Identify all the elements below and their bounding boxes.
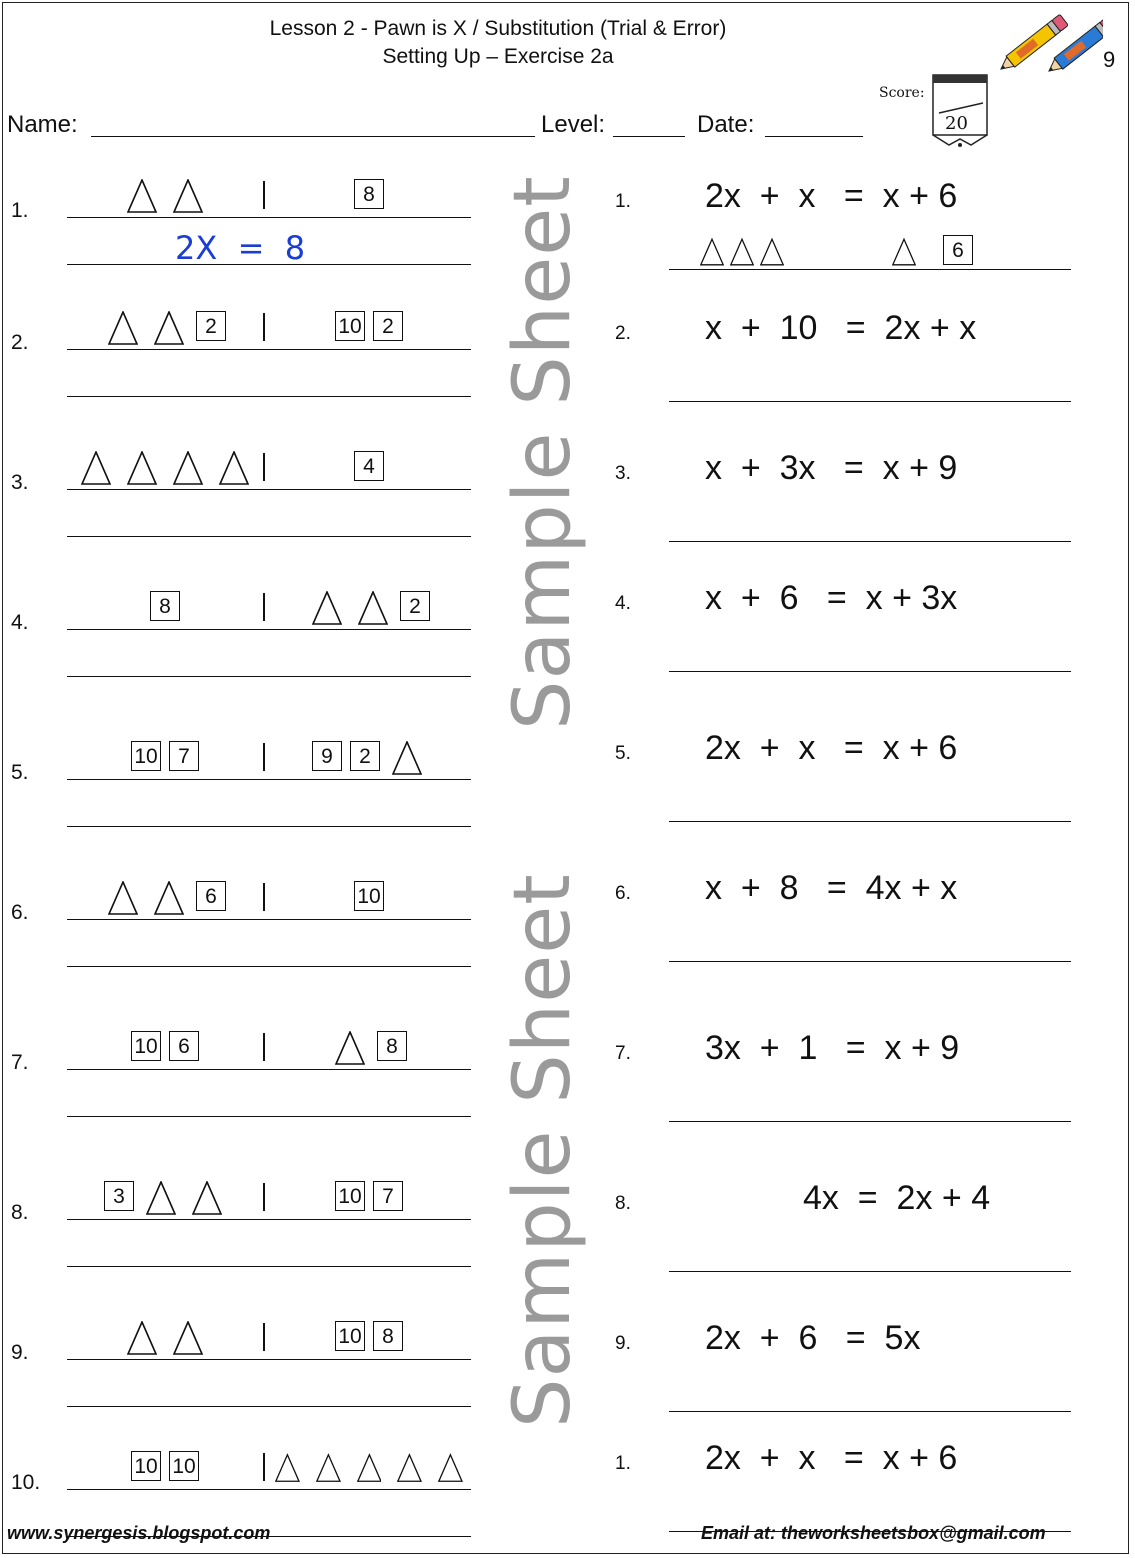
problem-number: 8. bbox=[11, 1201, 29, 1224]
right-pan-tokens bbox=[267, 735, 471, 775]
pawn-triangle-icon bbox=[192, 1181, 222, 1215]
pawn-triangle-icon bbox=[275, 1451, 300, 1485]
balance-divider bbox=[263, 313, 265, 341]
right-pan-tokens bbox=[267, 173, 471, 213]
score-box bbox=[931, 73, 989, 149]
pawn-triangle-icon bbox=[397, 1451, 422, 1485]
answer-line[interactable] bbox=[67, 966, 471, 967]
left-pan-tokens bbox=[67, 875, 263, 915]
problem-number: 1. bbox=[615, 191, 631, 212]
answer-line[interactable] bbox=[67, 1116, 471, 1117]
left-pan-tokens bbox=[67, 1175, 263, 1215]
number-box: 2 bbox=[196, 311, 226, 341]
balance-divider bbox=[263, 1453, 265, 1481]
answer-line[interactable] bbox=[67, 826, 471, 827]
pawn-triangle-icon bbox=[127, 451, 157, 485]
worksheet-page bbox=[2, 2, 1129, 1554]
pawn-triangle-icon bbox=[81, 451, 111, 485]
equation-text: 2x + 6 = 5x bbox=[705, 1319, 921, 1357]
number-box: 2 bbox=[373, 311, 403, 341]
pawn-triangle-icon bbox=[700, 235, 724, 269]
equation-text: 3x + 1 = x + 9 bbox=[705, 1029, 960, 1067]
right-pan-tokens bbox=[267, 1025, 471, 1065]
problem-number: 5. bbox=[615, 743, 631, 764]
number-box: 2 bbox=[350, 741, 380, 771]
left-pan-tokens bbox=[67, 1025, 263, 1065]
pawn-triangle-icon bbox=[154, 881, 184, 915]
balance-line bbox=[67, 1489, 471, 1490]
level-label: Level: bbox=[541, 111, 606, 138]
left-pan-tokens bbox=[67, 173, 263, 213]
left-pan-tokens bbox=[67, 585, 263, 625]
problem-number: 1. bbox=[11, 199, 29, 222]
problem-number: 3. bbox=[615, 463, 631, 484]
left-pan-tokens bbox=[67, 1315, 263, 1355]
number-box: 9 bbox=[312, 741, 342, 771]
answer-line[interactable] bbox=[669, 961, 1071, 962]
right-pan-tokens bbox=[267, 445, 471, 485]
problem-number: 9. bbox=[11, 1341, 29, 1364]
answer-line[interactable] bbox=[67, 396, 471, 397]
sample-sheet-watermark: Sample Sheet bbox=[498, 175, 588, 730]
answer-line[interactable] bbox=[669, 401, 1071, 402]
balance-line bbox=[67, 349, 471, 350]
pawn-triangle-icon bbox=[173, 1321, 203, 1355]
pawn-triangle-icon bbox=[760, 235, 784, 269]
number-box: 10 bbox=[335, 1321, 365, 1351]
balance-divider bbox=[263, 593, 265, 621]
problem-number: 5. bbox=[11, 761, 29, 784]
date-field[interactable] bbox=[765, 136, 863, 137]
problem-number: 7. bbox=[615, 1043, 631, 1064]
balance-line bbox=[67, 919, 471, 920]
level-field[interactable] bbox=[613, 136, 685, 137]
pawn-triangle-icon bbox=[127, 179, 157, 213]
answer-line[interactable] bbox=[669, 671, 1071, 672]
right-pan-tokens bbox=[267, 585, 471, 625]
number-box: 7 bbox=[373, 1181, 403, 1211]
balance-line bbox=[67, 217, 471, 218]
example-left-tokens bbox=[697, 229, 787, 269]
date-label: Date: bbox=[697, 111, 755, 138]
answer-line[interactable] bbox=[669, 269, 1071, 270]
pawn-triangle-icon bbox=[892, 235, 916, 269]
number-box: 6 bbox=[196, 881, 226, 911]
pawn-triangle-icon bbox=[108, 311, 138, 345]
pawn-triangle-icon bbox=[173, 451, 203, 485]
equation-text: 2x + x = x + 6 bbox=[705, 729, 958, 767]
right-pan-tokens bbox=[267, 1315, 471, 1355]
problem-number: 2. bbox=[11, 331, 29, 354]
balance-line bbox=[67, 779, 471, 780]
left-pan-tokens bbox=[67, 445, 263, 485]
answer-line[interactable] bbox=[669, 821, 1071, 822]
left-pan-tokens bbox=[67, 305, 263, 345]
answer-line[interactable] bbox=[669, 1121, 1071, 1122]
problem-number: 4. bbox=[615, 593, 631, 614]
balance-divider bbox=[263, 181, 265, 209]
answer-line[interactable] bbox=[67, 1406, 471, 1407]
answer-line[interactable] bbox=[669, 541, 1071, 542]
problem-number: 1. bbox=[615, 1453, 631, 1474]
name-label: Name: bbox=[7, 111, 78, 138]
balance-line bbox=[67, 1219, 471, 1220]
footer-website: www.synergesis.blogspot.com bbox=[7, 1523, 271, 1543]
pawn-triangle-icon bbox=[392, 741, 422, 775]
worksheet-title: Lesson 2 - Pawn is X / Substitution (Trial & Error) bbox=[269, 17, 727, 40]
problem-number: 4. bbox=[11, 611, 29, 634]
balance-divider bbox=[263, 1033, 265, 1061]
balance-divider bbox=[263, 743, 265, 771]
equation-text: x + 6 = x + 3x bbox=[705, 579, 958, 617]
number-box: 4 bbox=[354, 451, 384, 481]
score-label: Score: bbox=[879, 85, 925, 101]
pencils-icon bbox=[993, 7, 1103, 73]
number-box: 10 bbox=[169, 1451, 199, 1481]
number-box: 10 bbox=[335, 311, 365, 341]
number-box: 8 bbox=[373, 1321, 403, 1351]
equation-text: x + 8 = 4x + x bbox=[705, 869, 958, 907]
problem-number: 2. bbox=[615, 323, 631, 344]
page-number: 9 bbox=[1103, 47, 1116, 72]
pawn-triangle-icon bbox=[358, 591, 388, 625]
right-pan-tokens bbox=[267, 1445, 471, 1485]
answer-line[interactable] bbox=[669, 1411, 1071, 1412]
problem-number: 9. bbox=[615, 1333, 631, 1354]
number-box: 10 bbox=[131, 741, 161, 771]
number-box: 6 bbox=[943, 235, 973, 265]
name-field[interactable] bbox=[91, 136, 535, 137]
left-pan-tokens bbox=[67, 1445, 263, 1485]
pawn-triangle-icon bbox=[438, 1451, 463, 1485]
balance-divider bbox=[263, 1323, 265, 1351]
answer-line[interactable] bbox=[67, 1266, 471, 1267]
pawn-triangle-icon bbox=[173, 179, 203, 213]
problem-number: 10. bbox=[11, 1471, 41, 1494]
problem-number: 7. bbox=[11, 1051, 29, 1074]
worksheet-subtitle: Setting Up – Exercise 2a bbox=[382, 45, 614, 68]
balance-divider bbox=[263, 883, 265, 911]
pawn-triangle-icon bbox=[335, 1031, 365, 1065]
number-box: 10 bbox=[131, 1031, 161, 1061]
right-pan-tokens bbox=[267, 1175, 471, 1215]
equation-text: 4x = 2x + 4 bbox=[803, 1179, 991, 1217]
pawn-triangle-icon bbox=[312, 591, 342, 625]
pawn-triangle-icon bbox=[127, 1321, 157, 1355]
equation-text: x + 10 = 2x + x bbox=[705, 309, 977, 347]
number-box: 3 bbox=[104, 1181, 134, 1211]
problem-number: 6. bbox=[615, 883, 631, 904]
problem-number: 8. bbox=[615, 1193, 631, 1214]
sample-sheet-watermark: Sample Sheet bbox=[498, 873, 588, 1428]
number-box: 8 bbox=[354, 179, 384, 209]
pawn-triangle-icon bbox=[146, 1181, 176, 1215]
equation-text: x + 3x = x + 9 bbox=[705, 449, 958, 487]
footer-email: Email at: theworksheetsbox@gmail.com bbox=[701, 1523, 1046, 1543]
number-box: 10 bbox=[354, 881, 384, 911]
score-total: 20 bbox=[945, 113, 968, 134]
problem-number: 6. bbox=[11, 901, 29, 924]
pawn-triangle-icon bbox=[316, 1451, 341, 1485]
balance-line bbox=[67, 629, 471, 630]
equation-text: 2x + x = x + 6 bbox=[705, 1439, 958, 1477]
pawn-triangle-icon bbox=[730, 235, 754, 269]
answer-line[interactable] bbox=[669, 1271, 1071, 1272]
pawn-triangle-icon bbox=[154, 311, 184, 345]
balance-line bbox=[67, 1069, 471, 1070]
example-right-tokens bbox=[889, 229, 977, 269]
answer-line[interactable] bbox=[67, 676, 471, 677]
number-box: 10 bbox=[131, 1451, 161, 1481]
number-box: 6 bbox=[169, 1031, 199, 1061]
pawn-triangle-icon bbox=[108, 881, 138, 915]
balance-divider bbox=[263, 1183, 265, 1211]
right-pan-tokens bbox=[267, 305, 471, 345]
equation-text: 2x + x = x + 6 bbox=[705, 177, 958, 215]
problem-number: 3. bbox=[11, 471, 29, 494]
handwritten-answer: 2X = 8 bbox=[175, 229, 306, 267]
number-box: 10 bbox=[335, 1181, 365, 1211]
balance-divider bbox=[263, 453, 265, 481]
number-box: 7 bbox=[169, 741, 199, 771]
balance-line bbox=[67, 489, 471, 490]
number-box: 8 bbox=[150, 591, 180, 621]
left-pan-tokens bbox=[67, 735, 263, 775]
number-box: 2 bbox=[400, 591, 430, 621]
number-box: 8 bbox=[377, 1031, 407, 1061]
pawn-triangle-icon bbox=[219, 451, 249, 485]
pawn-triangle-icon bbox=[357, 1451, 382, 1485]
answer-line[interactable] bbox=[67, 536, 471, 537]
balance-line bbox=[67, 1359, 471, 1360]
right-pan-tokens bbox=[267, 875, 471, 915]
